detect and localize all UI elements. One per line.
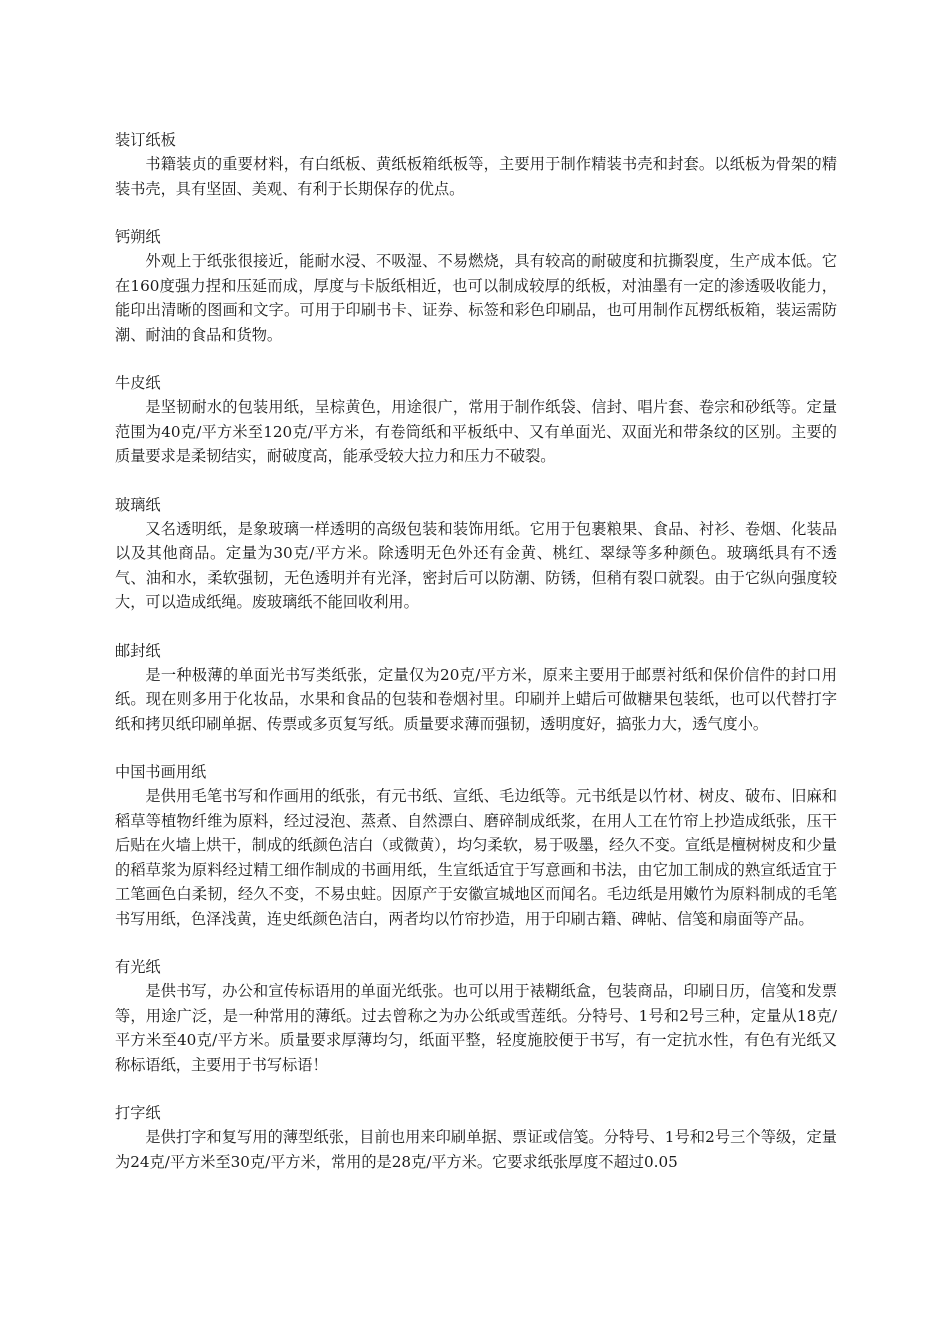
section-glazed-paper xyxy=(115,955,837,1077)
section-calcium-plastic-paper xyxy=(115,225,837,347)
section-title: 牛皮纸 xyxy=(115,374,161,392)
section-title: 邮封纸 xyxy=(115,641,161,660)
section-body: 是供书写，办公和宣传标语用的单面光纸张。也可以用于裱糊纸盒，包装商品，印刷日历，信笺和发票等，用途广泛，是一种常用的薄纸。过去曾称之为办公纸或雪莲纸。分特号、1号和2号三种，定量从18克/平方米至40克/平方米。质量要求厚薄均匀，纸面平整，轻度施胶便于书写，有一定抗水性，有色有光纸又称标语纸，主要用于书写标语！ xyxy=(115,982,837,1074)
document-content xyxy=(115,128,837,1198)
section-title: 打字纸 xyxy=(115,1104,161,1122)
section-title: 有光纸 xyxy=(115,958,161,976)
section-typing-paper xyxy=(115,1101,837,1174)
section-title: 玻璃纸 xyxy=(115,495,161,514)
section-calligraphy-paper xyxy=(115,760,837,931)
section-body: 书籍装贞的重要材料，有白纸板、黄纸板箱纸板等，主要用于制作精装书壳和封套。以纸板为骨架的精装书壳，具有坚固、美观、有利于长期保存的优点。 xyxy=(115,155,837,198)
section-title: 钙朔纸 xyxy=(115,228,161,246)
section-glassine-paper xyxy=(115,493,837,615)
section-body: 又名透明纸，是象玻璃一样透明的高级包装和装饰用纸。它用于包裹粮果、食品、衬衫、卷烟、化装品以及其他商品。定量为30克/平方米。除透明无色外还有金黄、桃红、翠绿等多种颜色。玻璃纸具有不透气、油和水，柔软强韧，无色透明并有光泽，密封后可以防潮、防锈，但稍有裂口就裂。由于它纵向强度较大，可以造成纸绳。废玻璃纸不能回收利用。 xyxy=(115,519,837,611)
section-kraft-paper xyxy=(115,371,837,469)
section-binding-board xyxy=(115,128,837,201)
section-body: 外观上于纸张很接近，能耐水浸、不吸湿、不易燃烧，具有较高的耐破度和抗撕裂度，生产成本低。它在160度强力捏和压延而成，厚度与卡版纸相近，也可以制成较厚的纸板，对油墨有一定的渗透吸收能力，能印出清晰的图画和文字。可用于印刷书卡、证券、标签和彩色印刷品，也可用制作瓦楞纸板箱，装运需防潮、耐油的食品和货物。 xyxy=(115,252,837,344)
section-body: 是坚韧耐水的包装用纸，呈棕黄色，用途很广，常用于制作纸袋、信封、唱片套、卷宗和砂纸等。定量范围为40克/平方米至120克/平方米，有卷筒纸和平板纸中、又有单面光、双面光和带条纹的区别。主要的质量要求是柔韧结实，耐破度高，能承受较大拉力和压力不破裂。 xyxy=(115,398,837,465)
section-body: 是供打字和复写用的薄型纸张，目前也用来印刷单据、票证或信笺。分特号、1号和2号三个等级，定量为24克/平方米至30克/平方米，常用的是28克/平方米。它要求纸张厚度不超过0.05 xyxy=(115,1128,837,1171)
section-envelope-paper xyxy=(115,639,837,737)
section-body: 是供用毛笔书写和作画用的纸张，有元书纸、宣纸、毛边纸等。元书纸是以竹材、树皮、破布、旧麻和稻草等植物纤维为原料，经过浸泡、蒸煮、自然漂白、磨碎制成纸浆，在用人工在竹帘上抄造成纸张，压干后贴在火墙上烘干，制成的纸颜色洁白（或微黄），均匀柔软，易于吸墨，经久不变。宣纸是檀树树皮和少量的稻草浆为原料经过精工细作制成的书画用纸，生宣纸适宜于写意画和书法，由它加工制成的熟宣纸适宜于工笔画色白柔韧，经久不变，不易虫蛀。因原产于安徽宣城地区而闻名。毛边纸是用嫩竹为原料制成的毛笔书写用纸，色泽浅黄，连史纸颜色洁白，两者均以竹帘抄造，用于印刷古籍、碑帖、信笺和扇面等产品。 xyxy=(115,787,837,928)
section-title: 装订纸板 xyxy=(115,131,176,149)
section-body: 是一种极薄的单面光书写类纸张，定量仅为20克/平方米，原来主要用于邮票衬纸和保价信件的封口用纸。现在则多用于化妆品，水果和食品的包装和卷烟衬里。印刷并上蜡后可做糖果包装纸，也可以代替打字纸和拷贝纸印刷单据、传票或多页复写纸。质量要求薄而强韧，透明度好，搞张力大，透气度小。 xyxy=(115,665,837,733)
section-title: 中国书画用纸 xyxy=(115,763,207,781)
